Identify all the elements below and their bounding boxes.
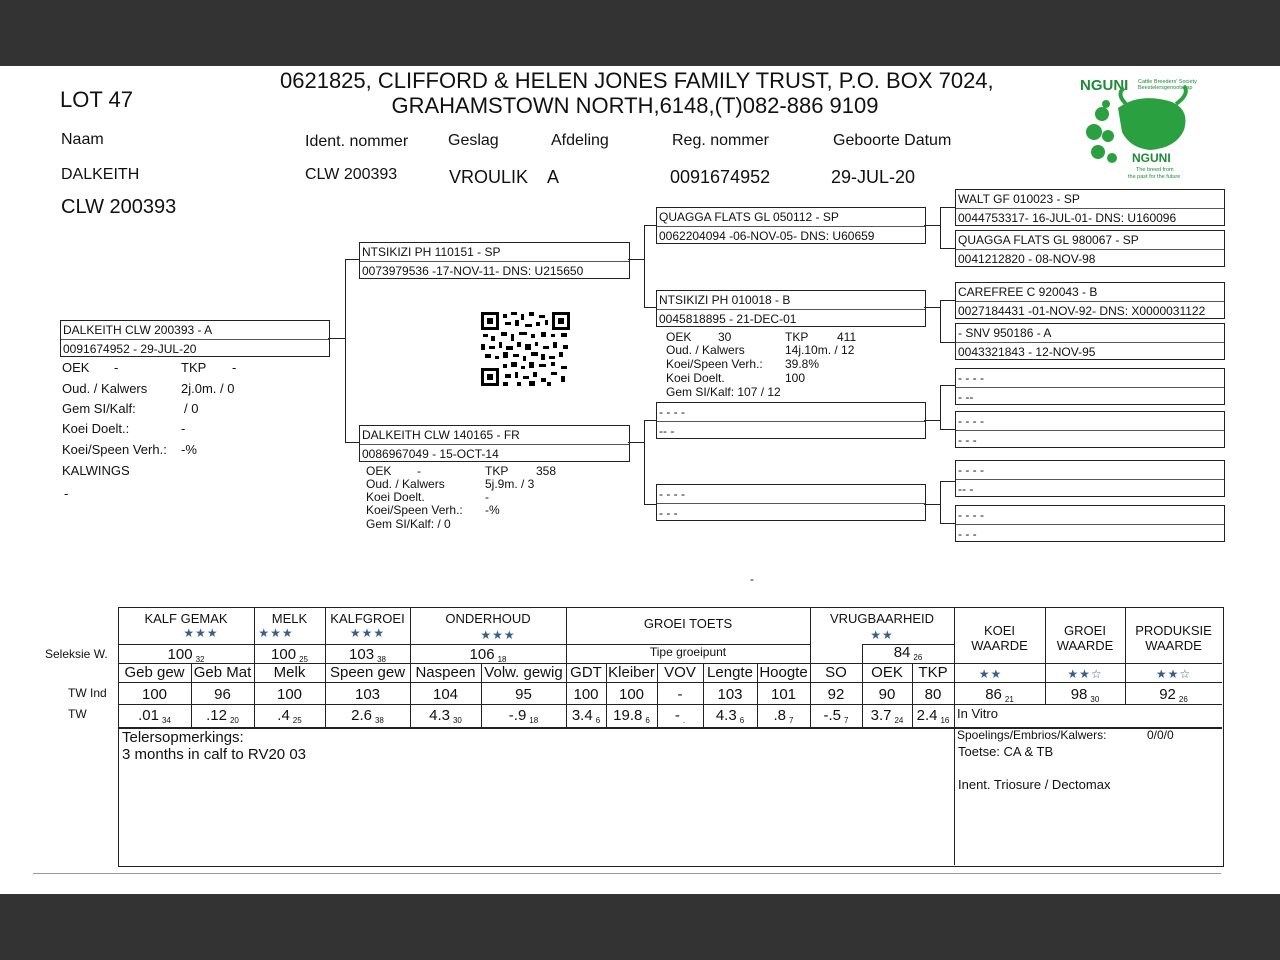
sd-oek: 30	[718, 330, 732, 344]
group-melk: MELK	[271, 611, 308, 626]
twind-value: 103	[354, 686, 381, 703]
tw-value: - $_.$	[674, 707, 686, 725]
groei-waarde-1: GROEI	[1064, 623, 1106, 638]
qr-code-icon	[481, 312, 570, 386]
dam-oud: 5j.9m. / 3	[485, 477, 535, 491]
center-dash: -	[750, 572, 754, 586]
sss-line2: 0044753317- 16-JUL-01- DNS: U160096	[958, 211, 1177, 225]
koei-waarde-value: 86 $_{21}$	[985, 686, 1014, 704]
ddd-box	[955, 505, 1225, 542]
group-kalf-gemak: KALF GEMAK	[144, 611, 228, 626]
subject-tkp-label: TKP	[181, 360, 207, 375]
sel-vrugbaarheid: 84 $_{26}$	[893, 644, 923, 662]
dss-line2: - --	[958, 390, 974, 404]
ss-line2: 0062204094 -06-NOV-05- DNS: U60659	[659, 229, 875, 243]
animal-dob: 29-JUL-20	[831, 167, 916, 187]
in-vitro: In Vitro	[957, 706, 998, 721]
spoelings-label: Spoelings/Embrios/Kalwers:	[957, 728, 1107, 742]
sire-dam-box	[656, 290, 926, 327]
dsd-line1: - - - -	[958, 414, 984, 428]
tw-value: 2.4 $_{16}$	[916, 707, 950, 725]
dam-box	[359, 425, 630, 462]
twind-value: 100	[141, 686, 168, 703]
sd-oud-label: Oud. / Kalwers	[666, 343, 745, 357]
owner-line-2: GRAHAMSTOWN NORTH,6148,(T)082-886 9109	[391, 93, 879, 118]
col-header: Melk	[273, 664, 306, 681]
sd-doelt: 100	[785, 371, 806, 385]
col-header: Naspeen	[415, 664, 476, 681]
label-naam: Naam	[61, 131, 104, 148]
label-afdeling: Afdeling	[551, 132, 609, 149]
dds-line1: - - - -	[958, 463, 984, 477]
subject-oek: -	[114, 360, 119, 375]
tw-value: -.5 $_7$	[823, 707, 849, 725]
pedigree-page	[0, 66, 1280, 894]
subject-box	[60, 320, 330, 357]
col-header: Volw. gewig	[484, 664, 563, 681]
connector	[628, 259, 644, 260]
connector	[940, 385, 941, 429]
toetse: Toetse: CA & TB	[958, 744, 1054, 759]
dss-box	[955, 368, 1225, 405]
connector	[940, 523, 955, 524]
group-kalfgroei: KALFGROEI	[330, 611, 405, 626]
owner-line-1: 0621825, CLIFFORD & HELEN JONES FAMILY TRUST, P.O. BOX 7024,	[280, 68, 994, 93]
sd-gem: Gem SI/Kalf: 107 / 12	[666, 385, 781, 399]
subject-gem-label: Gem SI/Kalf:	[62, 401, 136, 416]
subject-verh: -%	[181, 442, 197, 457]
sd-tkp: 411	[837, 330, 857, 344]
sdd-box	[955, 323, 1225, 360]
svg-text:NGUNI: NGUNI	[1132, 151, 1171, 165]
dam-verh: -%	[485, 503, 500, 517]
koei-waarde-2: WAARDE	[971, 638, 1028, 653]
svg-text:Beestelersgenootskap: Beestelersgenootskap	[1138, 85, 1193, 91]
sel-kalfgroei: 103 $_{38}$	[349, 646, 386, 664]
produksie-waarde-value: 92 $_{26}$	[1159, 686, 1188, 704]
sd-oud: 14j.10m. / 12	[785, 343, 855, 357]
sd-line2: 0045818895 - 21-DEC-01	[659, 312, 797, 326]
animal-name: DALKEITH	[61, 166, 140, 183]
connector	[345, 442, 359, 443]
dsd-box	[955, 411, 1225, 448]
connector	[924, 504, 940, 505]
connector	[940, 207, 955, 208]
connector	[644, 225, 656, 226]
group-groei-toets: GROEI TOETS	[643, 616, 733, 631]
stars-icon: ★★☆	[1155, 667, 1192, 681]
twind-value: 100	[618, 686, 645, 703]
connector	[940, 481, 955, 482]
twind-value: 95	[515, 686, 532, 703]
sire-line2: 0073979536 -17-NOV-11- DNS: U215650	[362, 264, 584, 278]
ddd-line1: - - - -	[958, 508, 984, 522]
animal-sex: VROULIK	[449, 167, 529, 187]
nguni-logo	[1080, 74, 1210, 180]
kalwings-value: -	[64, 486, 69, 501]
ds-line2: -- -	[659, 424, 675, 438]
group-onderhoud: ONDERHOUD	[445, 611, 531, 626]
label-ident: Ident. nommer	[305, 133, 409, 150]
twind-value: 101	[770, 686, 797, 703]
remarks-label: Telersopmerkings:	[122, 729, 244, 746]
animal-ident: CLW 200393	[305, 166, 398, 183]
col-header: Hoogte	[759, 664, 808, 681]
nguni-logo-icon	[1080, 74, 1210, 180]
twind-value: -	[677, 686, 683, 703]
dam-sire-box	[656, 402, 926, 439]
dss-line1: - - - -	[958, 371, 984, 385]
sss-box	[955, 189, 1225, 226]
label-geslag: Geslag	[448, 132, 499, 149]
sd-tkp-label: TKP	[785, 330, 809, 344]
connector	[328, 338, 345, 339]
connector	[345, 259, 359, 260]
tw-value: 4.3 $_{30}$	[429, 707, 462, 725]
dd-line1: - - - -	[659, 487, 685, 501]
connector	[644, 420, 656, 421]
sdd-line1: - SNV 950186 - A	[958, 326, 1052, 340]
sire-line1: NTSIKIZI PH 110151 - SP	[362, 245, 501, 259]
twind-value: 92	[827, 686, 845, 703]
subject-oek-label: OEK	[62, 360, 90, 375]
row-label-seleksie: Seleksie W.	[45, 647, 108, 661]
dam-oud-label: Oud. / Kalwers	[366, 477, 445, 491]
stars-icon: ★★☆	[1067, 667, 1103, 681]
col-header: Geb Mat	[193, 664, 252, 681]
connector	[940, 481, 941, 523]
groei-waarde-2: WAARDE	[1056, 638, 1114, 653]
twind-value: 96	[214, 686, 231, 703]
row-label-twind: TW Ind	[68, 686, 107, 700]
label-geboorte: Geboorte Datum	[833, 132, 952, 149]
dsd-line2: - - -	[958, 433, 977, 447]
sds-box	[955, 282, 1225, 319]
col-header: Geb gew	[124, 664, 185, 681]
twind-value: 80	[924, 686, 942, 703]
dam-oek: -	[417, 464, 421, 478]
tw-value: 19.8 $_6$	[613, 707, 650, 725]
sds-line1: CAREFREE C 920043 - B	[958, 285, 1098, 299]
subject-tkp: -	[232, 360, 237, 375]
subject-verh-label: Koei/Speen Verh.:	[62, 442, 167, 457]
ss-line1: QUAGGA FLATS GL 050112 - SP	[659, 210, 839, 224]
sd-verh: 39.8%	[785, 357, 820, 371]
col-header: Speen gew	[329, 664, 406, 681]
col-header: OEK	[871, 664, 903, 681]
ssd-box	[955, 230, 1225, 267]
sd-verh-label: Koei/Speen Verh.:	[666, 357, 763, 371]
stars-icon: ★★★	[480, 628, 516, 642]
animal-reg: 0091674952	[670, 167, 771, 187]
subject-oud: 2j.0m. / 0	[181, 381, 235, 396]
produksie-waarde-2: WAARDE	[1145, 638, 1202, 653]
sss-line1: WALT GF 010023 - SP	[958, 192, 1080, 206]
connector	[644, 307, 656, 308]
tw-value: .01 $_{34}$	[138, 707, 171, 725]
col-header: Kleiber	[608, 664, 655, 681]
subject-line1: DALKEITH CLW 200393 - A	[63, 323, 213, 337]
animal-ident-big: CLW 200393	[61, 196, 177, 218]
tipe-groeipunt: Tipe groeipunt	[649, 645, 727, 659]
dam-doelt: -	[485, 490, 489, 504]
dam-tkp: 358	[536, 464, 557, 478]
dd-line2: - - -	[659, 506, 678, 520]
svg-text:Cattle Breeders' Society: Cattle Breeders' Society	[1138, 79, 1197, 85]
stars-icon: ★★★	[258, 626, 294, 640]
dds-line2: -- -	[958, 482, 974, 496]
dam-doelt-label: Koei Doelt.	[366, 490, 425, 504]
sd-line1: NTSIKIZI PH 010018 - B	[659, 293, 791, 307]
connector	[924, 420, 940, 421]
connector	[644, 225, 645, 307]
ssd-line1: QUAGGA FLATS GL 980067 - SP	[958, 233, 1139, 247]
sel-melk: 100 $_{25}$	[271, 646, 308, 664]
group-vrugbaarheid: VRUGBAARHEID	[829, 611, 935, 626]
spoelings-value: 0/0/0	[1147, 728, 1174, 742]
col-header: Lengte	[707, 664, 753, 681]
sdd-line2: 0043321843 - 12-NOV-95	[958, 345, 1096, 359]
dam-dam-box	[656, 484, 926, 521]
dam-verh-label: Koei/Speen Verh.:	[366, 503, 463, 517]
sire-sire-box	[656, 207, 926, 244]
connector	[345, 259, 346, 442]
connector	[924, 225, 940, 226]
sd-oek-label: OEK	[666, 330, 692, 344]
tw-value: 4.3 $_6$	[715, 707, 745, 725]
connector	[940, 385, 955, 386]
sds-line2: 0027184431 -01-NOV-92- DNS: X0000031122	[958, 304, 1206, 318]
tw-value: -.9 $_{18}$	[508, 707, 539, 725]
sire-box	[359, 242, 630, 279]
col-header: SO	[825, 664, 847, 681]
dam-line2: 0086967049 - 15-OCT-14	[362, 447, 499, 461]
tw-value: .4 $_{25}$	[277, 707, 302, 725]
dam-line1: DALKEITH CLW 140165 - FR	[362, 428, 520, 442]
connector	[940, 342, 955, 343]
tw-value: .12 $_{20}$	[206, 707, 239, 725]
dam-gem: Gem SI/Kalf: / 0	[366, 517, 451, 531]
connector	[940, 429, 955, 430]
stars-icon: ★★	[870, 628, 894, 642]
connector	[644, 420, 645, 504]
subject-line2: 0091674952 - 29-JUL-20	[63, 342, 197, 356]
tw-value: 3.4 $_6$	[571, 707, 601, 725]
connector	[940, 207, 941, 248]
col-header: VOV	[664, 664, 696, 681]
sel-onderhoud: 106 $_{18}$	[469, 646, 507, 664]
svg-text:NGUNI: NGUNI	[1080, 77, 1129, 94]
tw-value: .8 $_7$	[773, 707, 794, 725]
tw-value: 3.7 $_{24}$	[870, 707, 904, 725]
dds-box	[955, 460, 1225, 497]
twind-value: 103	[717, 686, 743, 703]
connector	[940, 300, 955, 301]
col-header: GDT	[570, 664, 602, 681]
svg-text:the past for the future: the past for the future	[1128, 174, 1181, 180]
produksie-waarde-1: PRODUKSIE	[1135, 623, 1212, 638]
inent: Inent. Triosure / Dectomax	[958, 777, 1111, 792]
subject-gem: / 0	[184, 401, 199, 416]
stars-icon: ★★★	[349, 626, 386, 640]
tw-value: 2.6 $_{38}$	[351, 707, 384, 725]
stars-icon: ★★	[978, 667, 1003, 681]
connector	[940, 248, 955, 249]
connector	[940, 300, 941, 342]
footer-rule	[33, 873, 1221, 874]
dam-oek-label: OEK	[366, 464, 392, 478]
stars-icon: ★★★	[183, 626, 219, 640]
koei-waarde-1: KOEI	[983, 623, 1016, 638]
sd-doelt-label: Koei Doelt.	[666, 371, 725, 385]
remarks-text: 3 months in calf to RV20 03	[122, 746, 306, 763]
groei-waarde-value: 98 $_{30}$	[1070, 686, 1100, 704]
twind-value: 100	[276, 686, 303, 703]
subject-doelt: -	[181, 421, 186, 436]
twind-value: 90	[878, 686, 896, 703]
col-header: TKP	[918, 664, 948, 681]
ssd-line2: 0041212820 - 08-NOV-98	[958, 252, 1096, 266]
subject-oud-label: Oud. / Kalwers	[62, 381, 148, 396]
sel-kalf-gemak: 100 $_{32}$	[167, 646, 205, 664]
subject-doelt-label: Koei Doelt.:	[62, 421, 130, 436]
lot-number: LOT 47	[60, 87, 133, 112]
ddd-line2: - - -	[958, 527, 977, 541]
label-reg: Reg. nommer	[672, 132, 769, 149]
kalwings-label: KALWINGS	[62, 463, 130, 478]
connector	[924, 307, 940, 308]
twind-value: 104	[432, 686, 459, 703]
connector	[644, 504, 656, 505]
svg-text:The breed from: The breed from	[1136, 167, 1174, 173]
connector	[628, 442, 644, 443]
twind-value: 100	[573, 686, 599, 703]
animal-division: A	[547, 167, 560, 187]
ds-line1: - - - -	[659, 405, 685, 419]
dam-tkp-label: TKP	[485, 464, 509, 478]
row-label-tw: TW	[68, 707, 87, 721]
